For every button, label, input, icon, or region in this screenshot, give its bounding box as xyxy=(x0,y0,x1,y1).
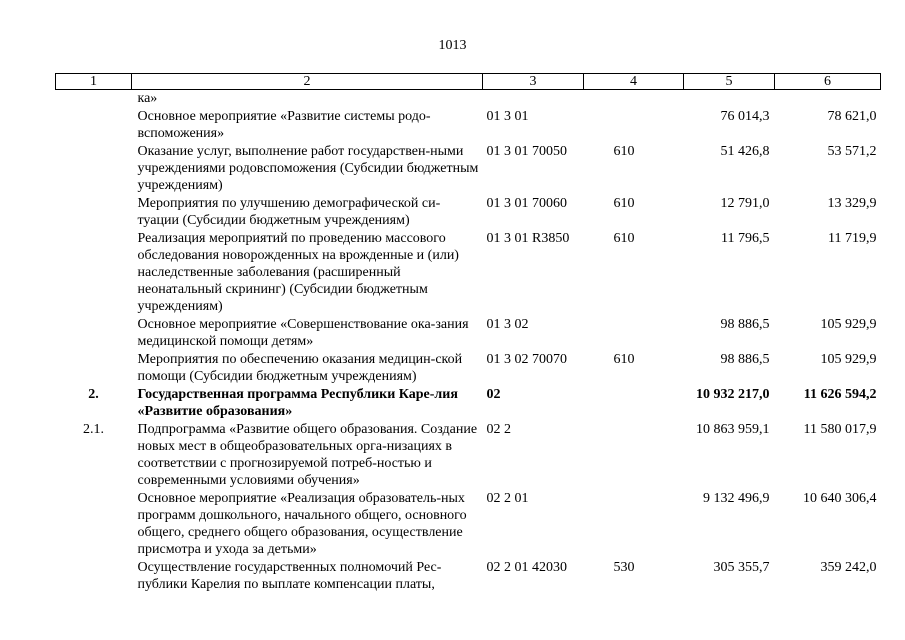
row-code: 01 3 02 70070 xyxy=(486,352,567,367)
row-name: Основное мероприятие «Развитие системы родо-вспоможения» xyxy=(137,109,431,141)
row-number: 2.1. xyxy=(83,422,104,437)
row-kvr xyxy=(584,90,684,109)
table-row xyxy=(56,90,881,109)
row-kvr: 610 xyxy=(613,352,635,367)
row-kvr xyxy=(584,316,684,351)
table-row xyxy=(56,108,881,143)
row-value-2023: 10 932 217,0 xyxy=(696,387,770,402)
row-code: 01 3 01 xyxy=(486,109,529,124)
row-value-2024: 359 242,0 xyxy=(820,560,877,575)
table-row xyxy=(56,421,881,490)
row-value-2023: 12 791,0 xyxy=(720,196,770,211)
header-col-2: 2 xyxy=(132,74,483,90)
header-col-4: 4 xyxy=(584,74,684,90)
row-number xyxy=(56,316,132,351)
table-row xyxy=(56,490,881,559)
row-kvr xyxy=(584,421,684,490)
table-row xyxy=(56,351,881,386)
row-value-2024: 78 621,0 xyxy=(827,109,877,124)
row-kvr xyxy=(584,386,684,421)
row-number xyxy=(56,143,132,195)
table-row xyxy=(56,230,881,316)
row-code: 02 2 xyxy=(486,422,511,437)
page-number: 1013 xyxy=(438,38,467,53)
row-code: 01 3 01 70050 xyxy=(486,144,567,159)
row-code xyxy=(483,90,584,109)
row-value-2024: 53 571,2 xyxy=(827,144,877,159)
header-col-5: 5 xyxy=(684,74,775,90)
row-code: 02 xyxy=(486,387,501,402)
row-name: Осуществление государственных полномочий Рес-публики Карелия по выплате компенсации платы, xyxy=(137,560,442,592)
row-code: 01 3 01 R3850 xyxy=(486,231,570,246)
row-number: 2. xyxy=(88,387,99,402)
table-row xyxy=(56,559,881,594)
row-value-2024: 11 580 017,9 xyxy=(803,422,877,437)
row-number xyxy=(56,351,132,386)
row-value-2024 xyxy=(775,90,881,109)
row-name: Мероприятия по улучшению демографической си-туации (Субсидии бюджетным учреждениям) xyxy=(137,196,441,228)
row-name: Реализация мероприятий по проведению массового обследования новорожденных на врожденные и (или) наследственные заболевания (расширенный неонатальный скрининг) (Субсидии бюджетным учреждениям) xyxy=(137,231,459,314)
row-number xyxy=(56,195,132,230)
row-value-2023 xyxy=(684,90,775,109)
table-header xyxy=(56,74,881,90)
row-value-2023: 51 426,8 xyxy=(720,144,770,159)
row-code: 01 3 02 xyxy=(486,317,529,332)
row-number xyxy=(56,490,132,559)
row-kvr xyxy=(584,490,684,559)
row-value-2024: 105 929,9 xyxy=(820,352,877,367)
table-row xyxy=(56,386,881,421)
row-kvr: 530 xyxy=(613,560,635,575)
row-name: Основное мероприятие «Совершенствование ока-зания медицинской помощи детям» xyxy=(137,317,469,349)
table-row xyxy=(56,195,881,230)
row-kvr: 610 xyxy=(613,144,635,159)
row-number xyxy=(56,230,132,316)
row-number xyxy=(56,559,132,594)
row-value-2023: 10 863 959,1 xyxy=(696,422,770,437)
row-value-2024: 11 626 594,2 xyxy=(803,387,877,402)
row-kvr xyxy=(584,108,684,143)
row-value-2024: 10 640 306,4 xyxy=(803,491,877,506)
row-code: 01 3 01 70060 xyxy=(486,196,567,211)
row-value-2023: 9 132 496,9 xyxy=(703,491,770,506)
row-number xyxy=(56,90,132,109)
row-value-2023: 98 886,5 xyxy=(720,352,770,367)
table-row xyxy=(56,143,881,195)
budget-table xyxy=(55,73,881,594)
table-body xyxy=(56,90,881,595)
row-name: Государственная программа Республики Каре-лия «Развитие образования» xyxy=(137,387,458,419)
row-value-2024: 11 719,9 xyxy=(828,231,877,246)
row-kvr: 610 xyxy=(613,231,635,246)
row-value-2023: 305 355,7 xyxy=(713,560,770,575)
table-row xyxy=(56,316,881,351)
header-col-3: 3 xyxy=(483,74,584,90)
row-code: 02 2 01 xyxy=(486,491,529,506)
row-name: ка» xyxy=(137,91,158,106)
row-value-2023: 76 014,3 xyxy=(720,109,770,124)
header-col-6: 6 xyxy=(775,74,881,90)
row-code: 02 2 01 42030 xyxy=(486,560,567,575)
header-col-1: 1 xyxy=(56,74,132,90)
row-name: Основное мероприятие «Реализация образователь-ных программ дошкольного, начального общего, основного общего, среднего общего образования, осуществление присмотра и ухода за детьми» xyxy=(137,491,467,557)
row-name: Подпрограмма «Развитие общего образования. Создание новых мест в общеобразовательных орга-низациях в соответствии с прогнозируемой потреб-ностью и современными условиями обучения» xyxy=(137,422,478,488)
row-value-2024: 13 329,9 xyxy=(827,196,877,211)
row-value-2024: 105 929,9 xyxy=(820,317,877,332)
row-name: Оказание услуг, выполнение работ государствен-ными учреждениями родовспоможения (Субсидии бюджетным учреждениям) xyxy=(137,144,479,193)
row-value-2023: 11 796,5 xyxy=(721,231,770,246)
row-number xyxy=(56,108,132,143)
row-value-2023: 98 886,5 xyxy=(720,317,770,332)
row-kvr: 610 xyxy=(613,196,635,211)
row-name: Мероприятия по обеспечению оказания медицин-ской помощи (Субсидии бюджетным учреждениям) xyxy=(137,352,463,384)
